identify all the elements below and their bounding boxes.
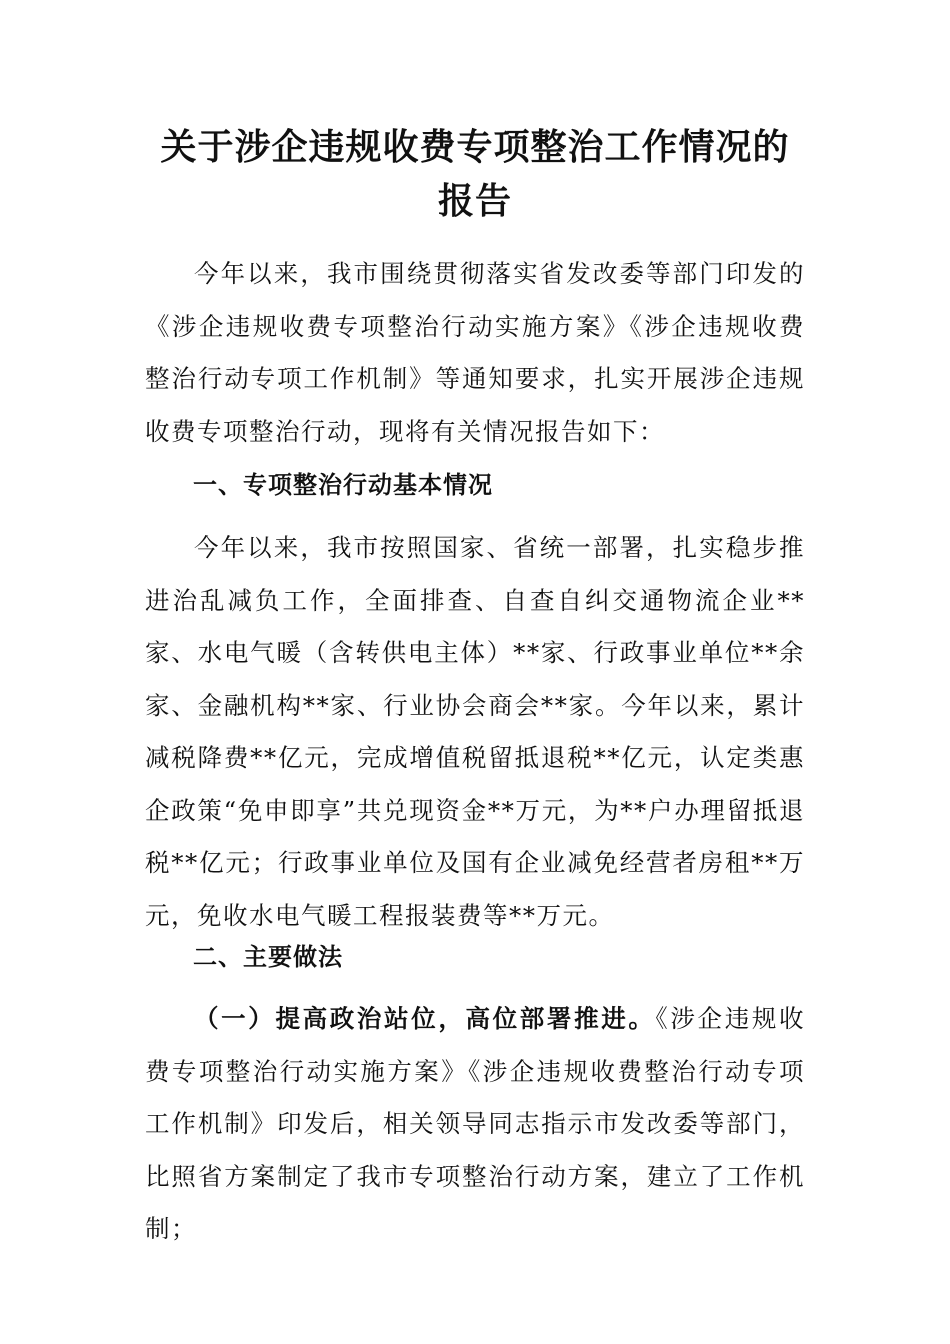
- subsection-lead-text: （一）提高政治站位，高位部署推进。: [194, 1004, 656, 1033]
- subsection-body-text: 《涉企违规收费专项整治行动实施方案》《涉企违规收费整治行动专项工作机制》印发后，相关领导同志指示市发改委等部门，比照省方案制定了我市专项整治行动方案，建立了工作机制；: [145, 1004, 806, 1243]
- section-heading-basic-situation: 一、专项整治行动基本情况: [193, 471, 493, 499]
- intro-paragraph: 今年以来，我市围绕贯彻落实省发改委等部门印发的《涉企违规收费专项整治行动实施方案》《涉企违规收费整治行动专项工作机制》等通知要求，扎实开展涉企违规收费专项整治行动，现将有关情况报告如下：: [145, 259, 805, 446]
- basic-situation-paragraph: 今年以来，我市按照国家、省统一部署，扎实稳步推进治乱减负工作，全面排查、自查自纠交通物流企业**家、水电气暖（含转供电主体）**家、行政事业单位**余家、金融机构**家、行业协会商会**家。今年以来，累计减税降费**亿元，完成增值税留抵退税**亿元，认定类惠企政策“免申即享”共兑现资金**万元，为**户办理留抵退税**亿元；行政事业单位及国有企业减免经营者房租**万元，免收水电气暖工程报装费等**万元。: [145, 533, 805, 930]
- section-heading-main-practices: 二、主要做法: [193, 943, 343, 971]
- document-title: 关于涉企违规收费专项整治工作情况的报告: [160, 126, 790, 222]
- practices-subsection-paragraph: [145, 993, 805, 1256]
